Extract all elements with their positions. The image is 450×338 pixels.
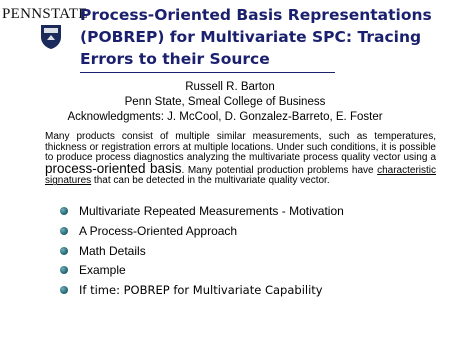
pennstate-logo-text: PENNSTATE bbox=[2, 6, 88, 22]
list-item-label: Example bbox=[79, 263, 126, 278]
list-item-label: A Process-Oriented Approach bbox=[79, 223, 238, 238]
bullet-icon bbox=[60, 247, 68, 255]
title-line-2: (POBREP) for Multivariate SPC: Tracing bbox=[80, 28, 422, 46]
slide-title bbox=[80, 4, 450, 70]
title-line-3: Errors to their Source bbox=[80, 50, 270, 68]
pennstate-shield-icon bbox=[40, 24, 62, 50]
abstract-underlined: characteristic signatures bbox=[45, 164, 436, 187]
author-block bbox=[0, 80, 450, 125]
abstract-paragraph bbox=[45, 132, 436, 187]
acknowledgments: Acknowledgments: J. McCool, D. Gonzalez-Barreto, E. Foster bbox=[67, 111, 383, 123]
abstract-text-3: that can be detected in the multivariate quality vector. bbox=[91, 175, 330, 187]
title-underline bbox=[80, 72, 335, 73]
title-line-1: Process-Oriented Basis Representations bbox=[80, 6, 432, 24]
bullet-icon bbox=[60, 227, 68, 235]
abstract-emphasis: process-oriented basis bbox=[45, 160, 182, 176]
author-affiliation: Penn State, Smeal College of Business bbox=[124, 96, 326, 108]
bullet-icon bbox=[60, 207, 68, 215]
bullet-icon bbox=[60, 266, 68, 274]
abstract-text-1: Many products consist of multiple similar measurements, such as temperatures, thickness or registration errors at multiple locations. Under such conditions, it is possible to produce process diagnostics analyzing the multivariate process quality vector using a bbox=[45, 131, 436, 164]
list-item-label: Multivariate Repeated Measurements - Motivation bbox=[79, 204, 344, 218]
list-item-label: Math Details bbox=[79, 243, 146, 258]
author-name: Russell R. Barton bbox=[185, 81, 275, 93]
abstract-text-2: . Many potential production problems have bbox=[181, 164, 378, 176]
bullet-icon bbox=[60, 286, 68, 294]
list-item-label: If time: POBREP for Multivariate Capability bbox=[79, 283, 323, 298]
